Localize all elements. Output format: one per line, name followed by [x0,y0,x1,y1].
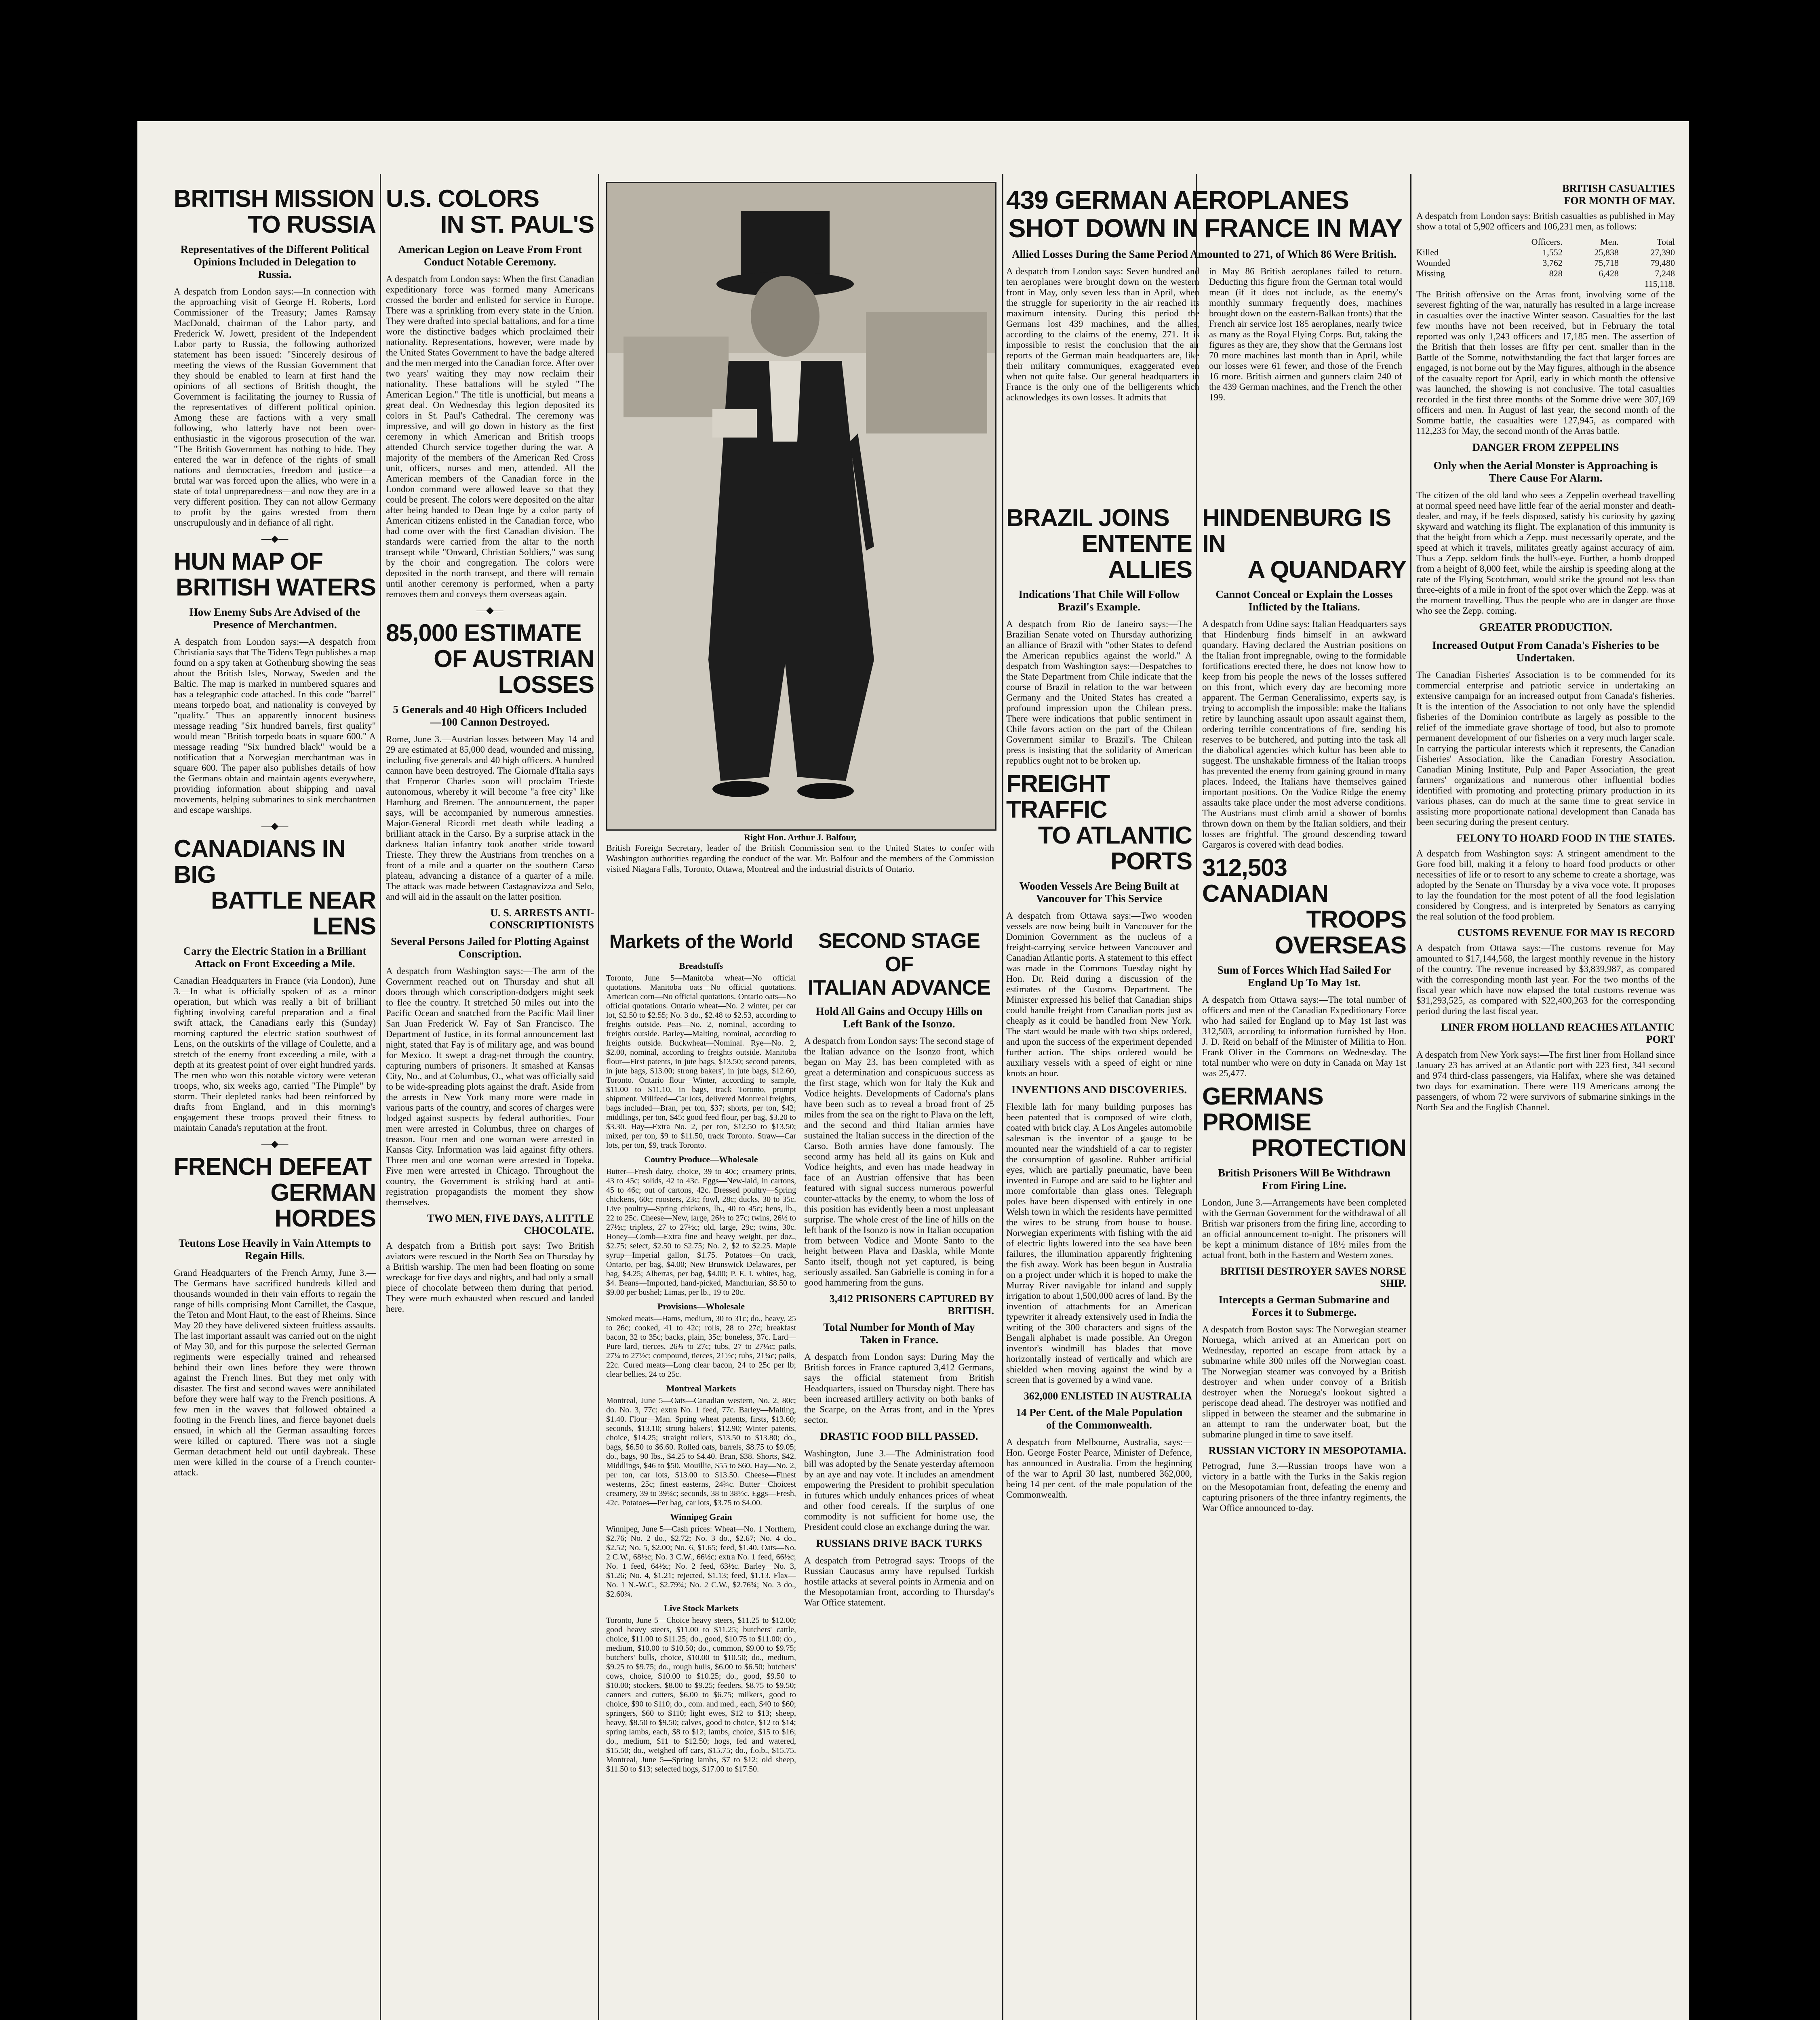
article-body: A despatch from Melbourne, Australia, says:—Hon. George Foster Pearce, Minister of Defence, has announced in Australia. From the beginning of the war to April 30 last, numbered 362,000, being 14 per cent. of the male population of the Commonwealth. [1006,1437,1192,1500]
headline: GERMANS PROMISE PROTECTION [1202,1083,1406,1162]
deck: Several Persons Jailed for Plotting Against Conscription. [391,935,589,960]
headline: FREIGHT TRAFFIC TO ATLANTIC PORTS [1006,770,1192,875]
market-section-body: Winnipeg, June 5—Cash prices: Wheat—No. 1 Northern, $2.76; No. 2 do., $2.72; No. 3 do., $2.67; No. 4 do., $2.52; No. 5, $2.00; No. 6, $1.65; feed, $1.40. Oats—No. 2 C.W., 68½c; No. 3 C.W., 66½c; extra No. 1 feed, 66½c; No. 1 feed, 64½c; No. 2 feed, 63½c. Barley—No. 3, $1.26; No. 4, $1.21; rejected, $1.13; feed, $1.13. Flax—No. 1 N.-W.C., $2.79¾; No. 2 C.W., $2.76¾; No. 3 do., $2.60¾. [606,1525,796,1599]
article-felony-hoard [1416,832,1675,922]
headline: FRENCH DEFEAT GERMAN HORDES [174,1153,376,1232]
deck: Intercepts a German Submarine and Forces it to Submerge. [1218,1294,1390,1318]
headline: CANADIANS IN BIG BATTLE NEAR LENS [174,835,376,940]
article-zeppelins [1416,441,1675,616]
article-body: A despatch from a British port says: Two British aviators were rescued in the North Sea on Thursday by a British warship. The men had been floating on some wreckage for five days and nights, and had only a small piece of chocolate between them during that period. They were much exhausted when rescued and landed here. [386,1241,594,1314]
table-total: 115,118. [1644,279,1675,289]
article-body: A despatch from London says: When the first Canadian expeditionary force was formed many Americans crossed the border and enlisted for service in Europe. There was a sprinkling from every state in the Union. They were drafted into special battalions, and for a time wore the distinctive badges which proclaimed their nationality. Representations, however, were made by the United States Government to have the badge altered and the men merged into the Canadian force. After over two years' waiting they may now reclaim their nationality. These battalions will be styled "The American Legion." The title is unofficial, but means a great deal. On Wednesday this legion deposited its colors in St. Paul's Cathedral. The ceremony was impressive, and will go down in history as the first ceremony in which American and British troops attended Church service together during the war. A majority of the members of the American Red Cross unit, officers, nurses and men, attended. All the American members of the Canadian force in the London command were allowed leave so that they could be present. The colors were deposited on the altar after being handed to Dean Inge by a color party of American citizens enlisted in the Canadian force, who had come over with the first Canadian division. The standards were carried from the altar to the north transept while "Onward, Christian Soldiers," was sung by the choir and congregation. The colors were deposited in the north transept, and there will remain until another ceremony is performed, when a party removes them and conveys them overseas again. [386,274,594,599]
column-1 [174,182,376,2012]
deck: 14 Per Cent. of the Male Population of the Commonwealth. [1015,1406,1183,1431]
article-body: Petrograd, June 3.—Russian troops have won a victory in a battle with the Turks in the Sakis region on the Mesopotamian front, defeating the enemy and capturing prisoners of the three infantry regiments, the War Office announced to-day. [1202,1461,1406,1513]
article-italian-advance [804,929,994,1288]
article-brazil [1006,505,1192,766]
deck: Representatives of the Different Political Opinions Included in Delegation to Russia. [180,243,369,280]
article-greater-production [1416,621,1675,827]
casualty-table [1416,237,1675,289]
article-body: A despatch from London says: The second stage of the Italian advance on the Isonzo front, which began on May 23, has been completed with as great a determination and conspicuous success as the first stage, which won for Italy the Kuk and Vodice heights. Developments of Cadorna's plans have been such as to reveal a broad front of 25 miles from the sea on the right to Plava on the left, and the second and third Italian armies have sustained the Italian success in the direction of the Carso. Both armies have done famously. The second army has held all its gains on Kuk and Vodice heights, and even has made headway in face of an Austrian offensive that has been featured with signal success numerous powerful counter-attacks by the enemy, to whom the loss of this position has evidently been a most unpleasant surprise. The whole crest of the line of hills on the left bank of the Isonzo is now in Italian occupation from between Vodice and Monte Santo to the height between Plava and Daskla, while Monte Santo itself, though not yet captured, is being seriously assailed. San Gabrielle is coming in for a good hammering from the guns. [804,1036,994,1288]
article-us-colors [386,186,594,600]
table-row: Missing 828 6,428 7,248 [1416,268,1675,278]
headline: DRASTIC FOOD BILL PASSED. [820,1430,978,1442]
deck: Only when the Aerial Monster is Approaching is There Cause For Alarm. [1433,459,1658,484]
deck: Sum of Forces Which Had Sailed For England Up To May 1st. [1217,964,1391,989]
divider: —◆— [476,605,503,616]
article-body: A despatch from Petrograd says: Troops of the Russian Caucasus army have repulsed Turkish hostile attacks at several points in Armenia and on the Mesopotamian front, according to Thursday's War Office statement. [804,1555,994,1608]
market-section-body: Montreal, June 5—Oats—Canadian western, No. 2, 80c; do. No. 3, 77c; extra No. 1 feed, 77c. Barley—Malting, $1.40. Flour—Man. Spring wheat patents, firsts, $13.60; seconds, $13.10; strong bakers', $12.90; Winter patents, choice, $14.25; straight rollers, $13.50 to $13.80; do., bags, $6.50 to $6.60. Rolled oats, barrels, $8.75 to $9.05; do., bags, 90 lbs., $4.25 to $4.40. Bran, $38. Shorts, $42. Middlings, $46 to $50. Mouillie, $55 to $60. Hay—No. 2, per ton, car lots, $13.00 to $13.50. Cheese—Finest westerns, 25c; finest easterns, 24¾c. Butter—Choicest creamery, 39 to 39¼c; seconds, 38 to 38½c. Eggs—Fresh, 42c. Potatoes—Per bag, car lots, $3.75 to $4.00. [606,1396,796,1507]
headline: U.S. COLORS IN ST. PAUL'S [386,185,594,238]
article-body: in May 86 British aeroplanes failed to return. Deducting this figure from the German total would mean (if it does not include, as the enemy's monthly summary frequently does, machines brought down on the eastern-Balkan fronts) that the French air service lost 185 aeroplanes, nearly twice as many as the Royal Flying Corps. But, taking the figures as they are, they show that the Germans lost 70 more machines last month than in April, while our losses were 61 fewer, and those of the French 16 more. British airmen and gunners claim 240 of the 439 German machines, and the French the other 199. [1209,266,1402,402]
article-prisoners [804,1293,994,1425]
article-body: Grand Headquarters of the French Army, June 3.—The Germans have sacrificed hundreds killed and thousands wounded in their vain efforts to regain the range of hills comprising Mont Carnillet, the Casque, the Teton and Mont Haut, to the east of Rheims. Since May 20 they have delivered sixteen fruitless assaults. The last important assault was carried out on the night of May 30, and for this purpose the selected German regiments were especially trained and rehearsed behind their own lines before they were thrown against the French lines. But they met only with disaster. The first and second waves were annihilated before they were half way to the French positions. A few men in the waves that followed obtained a footing in the French lines, and fierce bayonet duels ensued, in which all the German assaulting forces were killed or captured. There was not a single German detachment held out until daybreak. These men were killed in the course of a French counter-attack. [174,1268,376,1477]
market-section-body: Smoked meats—Hams, medium, 30 to 31c; do., heavy, 25 to 26c; cooked, 41 to 42c; rolls, 28 to 27c; breakfast bacon, 32 to 35c; backs, plain, 35c; boneless, 37c. Lard—Pure lard, tierces, 26¾ to 27c; tubs, 27 to 27¼c; pails, 27¼ to 27½c; compound, tierces, 21½c; tubs, 21¾c; pails, 22c. Cured meats—Long clear bacon, 24 to 25c per lb; clear bellies, 24 to 25c. [606,1314,796,1379]
deck: Total Number for Month of May Taken in France. [823,1321,975,1346]
article-body: London, June 3.—Arrangements have been completed with the German Government for the withdrawal of all British war prisoners from the firing line, according to an official announcement to-night. The prisoners will be kept a minimum distance of 18½ miles from the actual front, both in the Eastern and Western zones. [1202,1197,1406,1260]
article-canadians-lens [174,836,376,1133]
headline: INVENTIONS AND DISCOVERIES. [1011,1084,1187,1096]
divider: —◆— [261,534,289,544]
column-3-markets [606,925,796,2012]
table-header: Officers. Men. Total [1531,237,1675,247]
article-body: The British offensive on the Arras front, involving some of the severest fighting of the war, naturally has resulted in a large increase in casualties over the inactive Winter season. Casualties for the last few months have not been received, but in February the total reported was only 1,243 officers and 17,185 men. The assertion of the British that their losses are fifty per cent. smaller than in the Battle of the Somme, notwithstanding the fact that larger forces are engaged, is not borne out by the May figures, although in the absence of the casualty report for April, early in which month the offensive was launched, the showing is not conclusive. The total casualties recorded in the first three months of the Somme drive were 307,169 officers and men. In August of last year, the second month of the Somme battle, the casualties were 127,945, as compared with 112,233 for May, the second month of the Arras battle. [1416,289,1675,436]
article-body: The Canadian Fisheries' Association is to be commended for its commercial enterprise and patriotic service in undertaking an extensive campaign for an increased output from Canada's fisheries. It is the intention of the Association to not only have the splendid fisheries of the Dominion contribute as largely as possible to the relief of the immediate grave shortage of food, but also to promote permanent development of our fisheries on a very much larger scale. In carrying the particular interests which it represents, the Canadian Fisheries' Association, like the Canadian Forestry Association, Canadian Mining Institute, Pulp and Paper Association, the great farmers' organizations and numerous other influential bodies identified with promoting and protecting primary production in its various phases, can do much at the same time to great service in assisting more proportionate national development than Canada has been securing during the present century. [1416,670,1675,827]
market-section-title: Breadstuffs [679,961,723,971]
article-freight [1006,771,1192,1079]
article-intro: A despatch from London says: British casualties as published in May show a total of 5,902 officers and 106,231 men, as follows: [1416,211,1675,231]
market-section-title: Live Stock Markets [664,1603,739,1613]
column-5 [1202,501,1406,2012]
newspaper-page [137,121,1689,2020]
article-body: A despatch from New York says:—The first liner from Holland since January 23 has arrived at an Atlantic port with 223 first, 341 second and 974 third-class passengers, via Halifax, where she was detained two days for examination. There were 119 Americans among the passengers, of whom 72 were survivors of submarine sinkings in the North Sea and the English Channel. [1416,1050,1675,1112]
headline: 3,412 PRISONERS CAPTURED BY BRITISH. [829,1293,994,1317]
headline: SECOND STAGE OF ITALIAN ADVANCE [807,929,990,999]
article-french-defeat [174,1154,376,1478]
caption-title: Right Hon. Arthur J. Balfour, [744,832,857,842]
column-rule [1410,174,1411,2020]
headline: HINDENBURG IS IN A QUANDARY [1202,504,1406,583]
article-british-mission [174,186,376,528]
article-body: Rome, June 3.—Austrian losses between May 14 and 29 are estimated at 85,000 dead, wounded and missing, including five generals and 40 high officers. A hundred cannon have been destroyed. The Giornale d'Italia says that Emperor Charles soon will proclaim Trieste autonomous, whereby it will become "a free city" like Hamburg and Bremen. The announcement, the paper says, will be accompanied by numerous amnesties. Major-General Ricordi met death while leading a brilliant attack in the Carso. By a surprise attack in the darkness Italian infantry took another stride toward Trieste. They threw the Austrians from trenches on a front of a mile and a quarter on the southern Carso plateau, advancing a distance of a quarter of a mile. The attack was made between Castagnavizza and Selo, and will aid in the assault on the latter position. [386,734,594,902]
market-section-body: Toronto, June 5—Choice heavy steers, $11.25 to $12.00; good heavy steers, $11.00 to $11.25; butchers' cattle, choice, $11.00 to $11.25; do., good, $10.75 to $11.00; do., medium, $10.00 to $10.50; do., common, $9.00 to $9.75; butchers' bulls, choice, $10.00 to $10.50; do., medium, $9.25 to $9.75; do., rough bulls, $6.00 to $6.50; butchers' cows, choice, $10.00 to $10.25; do., good, $9.50 to $10.00; stockers, $8.00 to $9.25; feeders, $8.75 to $9.50; canners and cutters, $6.00 to $6.75; milkers, good to choice, $90 to $110; do., com. and med., each, $40 to $60; springers, $60 to $110; light ewes, $12 to $13; sheep, heavy, $8.50 to $9.50; calves, good to choice, $12 to $14; spring lambs, each, $8 to $12; lambs, choice, $15 to $16; do., medium, $11 to $12.50; hogs, fed and watered, $15.50; do., weighed off cars, $15.75; do., f.o.b., $15.75. Montreal, June 5—Spring lambs, $7 to $12; old sheep, $11.50 to $13; selected hogs, $17.00 to $17.50. [606,1616,796,1774]
market-section-title: Provisions—Wholesale [657,1301,745,1311]
article-liner [1416,1021,1675,1113]
headline: LINER FROM HOLLAND REACHES ATLANTIC PORT [1441,1021,1675,1045]
article-us-arrests [386,907,594,1208]
deck: Cannot Conceal or Explain the Losses Inflicted by the Italians. [1215,588,1393,613]
photo-caption [606,832,994,874]
column-rule [598,174,599,2020]
article-hindenburg [1202,505,1406,850]
headline: HUN MAP OF BRITISH WATERS [174,548,376,601]
article-body: Flexible lath for many building purposes has been patented that is composed of wire cloth, coated with brick clay. A Los Angeles automobile salesman is the inventor of a gauge to be mounted near the windshield of a car to register the consumption of gasoline. Rubber artificial eyes, which are partially pneumatic, have been invented in Europe and are said to be lighter and more comfortable than glass ones. Telegraph poles have been dispensed with entirely in one Welsh town in which the residents have permitted the wires to be strung from house to house. Norwegian experiments with fishing with the aid of electric lights lowered into the sea have been failures, the illumination apparently frightening the fish away. Work has been begun in Australia on a project under which it is hoped to make the Murray River navigable for inland and supply irrigation to about 1,500,000 acres of land. By the invention of attachments for an American typewriter it already extensively used in India the writing of the 300 characters and signs of the Bengali alphabet is made possible. An Oregon inventor's windmill has blades that move horizontally instead of vertically and which are shielded when moving against the wind by a screen that is governed by a wind vane. [1006,1102,1192,1385]
article-body: A despatch from Udine says: Italian Headquarters says that Hindenburg finds himself in an awkward quandary. Having declared the Austrian positions on the Italian front impregnable, owing to the formidable fortifications erected there, he does not know how to keep from his people the news of the losses suffered on this front, which every day are becoming more apparent. The German Generalissimo, experts say, is trying to accomplish the impossible: make the Italians retire by launching assault upon assault against them, ordering terrible concentrations of fire, sending his reserves to be butchered, and putting into the task all the diabolical agencies which kultur has been able to suggest. The unshakable firmness of the Italian troops has prevented the enemy from gaining ground in many places. Indeed, the Italians have themselves gained important positions. On the Vodice Ridge the enemy assaults take place under the most adverse conditions. The Austrians must climb amid a shower of bombs thrown down on them by the Italian soldiers, and their losses are frightful. The ground descending toward Gargaros is covered with dead bodies. [1202,619,1406,850]
market-section [606,961,796,1150]
column-rule [1002,174,1003,2020]
article-canadian-troops [1202,855,1406,1079]
article-austrian-losses [386,620,594,902]
headline: BRITISH MISSION TO RUSSIA [174,185,376,238]
article-body: A despatch from London says:—In connection with the approaching visit of George H. Roberts, Lord Commissioner of the Treasury; James Ramsay MacDonald, chairman of the Labor party, and Frederick W. Jowett, president of the Independent Labor party to Russia, the following authorized statement has been issued: "Sincerely desirous of meeting the views of the Russian Government that they should be enabled to learn at first hand the opinions of all sections of British thought, the Government is facilitating the journey to Russia of the representatives of different political opinion. Among these are factions with a very small following, who latterly have not been over-enthusiastic in the vigorous prosecution of the war. "The British Government has nothing to hide. They entered the war in defence of the rights of small nations and democracies, freedom and justice—a brutal war was forced upon the allies, who were in a state of total unpreparedness—and now they are in a very different position. They can not allow Germany to profit by the gains wrested from them unscrupulously and in defiance of all right. [174,286,376,528]
article-germans-promise [1202,1084,1406,1260]
article-body: A despatch from Rio de Janeiro says:—The Brazilian Senate voted on Thursday authorizing an alliance of Brazil with "other States to defend the American republics against the world." A despatch from Washington says:—Despatches to the State Department from Chile indicate that the course of Brazil in relation to the war between Germany and the United States has created a profound impression upon the Chilean press. There were indications that public sentiment in Chile favors action on the part of the Chilean Government similar to Brazil's. The Chilean press is insisting that the solidarity of American republics ought not to be broken up. [1006,619,1192,766]
article-mesopotamia [1202,1445,1406,1513]
article-hun-map [174,549,376,815]
caption-text: British Foreign Secretary, leader of the British Commission sent to the United States to confer with Washington authorities regarding the conduct of the war. Mr. Balfour and the members of the Commission visited Niagara Falls, Toronto, Ottawa, Montreal and the industrial districts of Ontario. [606,843,994,874]
headline: RUSSIAN VICTORY IN MESOPOTAMIA. [1208,1445,1406,1456]
headline: BRITISH DESTROYER SAVES NORSE SHIP. [1220,1265,1406,1289]
market-section [606,1301,796,1379]
headline: U. S. ARRESTS ANTI-CONSCRIPTIONISTS [489,907,594,931]
market-section-body: Butter—Fresh dairy, choice, 39 to 40c; creamery prints, 43 to 45c; solids, 42 to 43c. Eggs—New-laid, in cartons, 45 to 46c; out of cartons, 42c. Dressed poultry—Spring chickens, 60c; roosters, 23c; fowl, 28c; ducks, 30 to 35c. Live poultry—Spring chickens, lb., 40 to 45c; hens, lb., 22 to 25c. Cheese—New, large, 26½ to 27c; twins, 26½ to 27½c; triplets, 27 to 27½c; old, large, 29c; twins, 30c. Honey—Comb—Extra fine and heavy weight, per doz., $2.75; select, $2.50 to $2.75; No. 2, $2 to $2.25. Maple syrup—Imperial gallon, $1.75. Potatoes—On track, Ontario, per bag, $4.00; New Brunswick Delawares, per bag, $4.25; Albertas, per bag, $4.00; P. E. I. whites, bag, $4. Beans—Imported, hand-picked, Manchurian, $8.50 to $9.00 per bushel; Limas, per lb., 19 to 20c. [606,1167,796,1297]
deck: American Legion on Leave From Front Conduct Notable Ceremony. [398,243,582,268]
headline: 85,000 ESTIMATE OF AUSTRIAN LOSSES [386,619,594,698]
deck: Increased Output From Canada's Fisheries to be Undertaken. [1432,639,1659,664]
article-british-casualties [1416,183,1675,436]
deck: Wooden Vessels Are Being Built at Vancouver for This Service [1019,880,1179,905]
article-body: A despatch from London says:—A despatch from Christiania says that The Tidens Tegn publishes a map found on a spy taken at Gothenburg showing the seas about the British Isles, Norway, Sweden and the Baltic. The map is marked in numbered squares and has a telegraphic code attached. In this code "barrel" means torpedo boat, and nationality is conveyed by "quality." Thus an apparently innocent business message reading "Six hundred barrels, first quality" would mean "British torpedo boats in square 600." A message reading "Six hundred black" would be a notification that a Norwegian merchantman was in square 600. The paper also publishes details of how the Germans obtain and maintain agents everywhere, providing information about shipping and naval movements, helping submarines to sink merchantmen and escape warships. [174,637,376,815]
market-section-body: Toronto, June 5—Manitoba wheat—No official quotations. Manitoba oats—No official quotations. American corn—No official quotations. Ontario oats—No official quotations. Ontario wheat—No. 2 winter, per car lot, $2.50 to $2.55; No. 3 do., $2.48 to $2.53, according to freights outside. Peas—No. 2, nominal, according to freights outside. Barley—Malting, nominal, according to freights outside. Buckwheat—Nominal. Rye—No. 2, $2.00, nominal, according to freights outside. Manitoba flour—First patents, in jute bags, $13.50; second patents, in jute bags, $13.00; strong bakers', in jute bags, $12.60, Toronto. Ontario flour—Winter, according to sample, $11.00 to $11.10, in bags, track Toronto, prompt shipment. Millfeed—Car lots, delivered Montreal freights, bags included—Bran, per ton, $37; shorts, per ton, $42; middlings, per ton, $45; good feed flour, per bag, $3.20 to $3.30. Hay—Extra No. 2, per ton, $12.50 to $13.50; mixed, per ton, $9 to $11.50, track Toronto. Straw—Car lots, per ton, $9, track Toronto. [606,974,796,1150]
article-body: A despatch from Boston says: The Norwegian steamer Noruega, which arrived at an American port on Wednesday, reported an escape from attack by a submarine while 300 miles off the Norwegian coast. The Norwegian steamer was convoyed by a British destroyer and when under convoy of a British destroyer when the Noruega's lookout sighted a periscope dead ahead. The destroyer was notified and slipped in between the steamer and the submarine in an attempt to ram the underwater boat, but the submarine plunged in time to save itself. [1202,1324,1406,1439]
article-body: Canadian Headquarters in France (via London), June 3.—In what is officially spoken of as a minor operation, but which was really a bit of brilliant fighting involving careful preparation and a final swift attack, the Canadians early this (Sunday) morning captured the electric station southwest of Lens, on the outskirts of the village of Coulette, and a stretch of the enemy front exceeding a mile, with a depth at its greatest point of over eight hundred yards. The men who won this notable victory were veteran troops, who, six weeks ago, carried "The Pimple" by storm. Their depleted ranks had been reinforced by drafts from England, and in this morning's engagement these troops proved their fitness to maintain Canada's reputation at the front. [174,976,376,1133]
headline: 362,000 ENLISTED IN AUSTRALIA [1024,1390,1192,1402]
article-body: A despatch from London says: Seven hundred and ten aeroplanes were brought down on the western front in May, only seven less than in April, when the struggle for superiority in the air reached its maximum intensity. During this period the Germans lost 439 machines, and the allies, according to the claims of the enemy, 271. It is impossible to resist the conclusion that the air reports of the German main headquarters are, like their military communiques, exaggerated even when not quite false. Our general headquarters in France is the only one of the belligerents which acknowledges its own losses. It admits that [1006,266,1199,402]
column-3b [804,925,994,2012]
article-body: Washington, June 3.—The Administration food bill was adopted by the Senate yesterday afternoon by an aye and nay vote. It includes an amendment empowering the President to prohibit speculation in futures which unduly enhances prices of wheat and other food cereals. If the surplus of one commodity is not sufficient for home use, the President could close an exchange during the war. [804,1448,994,1532]
headline: Markets of the World [609,931,793,953]
column-rule [380,174,381,2020]
market-section-title: Montreal Markets [666,1383,736,1393]
market-section [606,1383,796,1508]
deck: How Enemy Subs Are Advised of the Presence of Merchantmen. [189,606,360,631]
headline: BRITISH CASUALTIES FOR MONTH OF MAY. [1562,183,1675,206]
article-body: The citizen of the old land who sees a Zeppelin overhead travelling at normal speed need have little fear of the aerial monster and death-dealer, and may, if he feels disposed, satisfy his curiosity by gazing skyward and watching its flight. The explanation of this immunity is that the height from which a Zepp. must necessarily operate, and the speed at which it travels, militates greatly against accuracy of aim. Thus a Zepp. seldom finds the bull's-eye. Further, a bomb dropped from a height of 8,000 feet, while the airship is speeding along at the rate of the Flying Scotchman, would strike the ground not less than three-eights of a mile in front of the spot over which the Zepp. was at the moment travelling. Thus the people who are in danger are those who see the Zepp. coming. [1416,490,1675,616]
headline: 312,503 CANADIAN TROOPS OVERSEAS [1202,854,1406,959]
market-section [606,1512,796,1599]
deck: Hold All Gains and Occupy Hills on Left Bank of the Isonzo. [815,1005,983,1030]
divider: —◆— [261,821,289,831]
table-row: Wounded 3,762 75,718 79,480 [1416,258,1675,268]
market-section-title: Country Produce—Wholesale [644,1154,758,1164]
deck: Allied Losses During the Same Period Amounted to 271, of Which 86 Were British. [1012,248,1397,260]
article-destroyer [1202,1265,1406,1440]
article-two-men [386,1212,594,1314]
deck: 5 Generals and 40 High Officers Included—100 Cannon Destroyed. [393,703,587,728]
deck: Carry the Electric Station in a Brilliant Attack on Front Exceeding a Mile. [183,945,367,970]
article-enlisted [1006,1390,1192,1500]
headline: DANGER FROM ZEPPELINS [1472,441,1619,453]
article-customs [1416,927,1675,1016]
headline: 439 GERMAN AEROPLANES SHOT DOWN IN FRANCE IN MAY [1006,185,1402,243]
article-body: A despatch from Ottawa says:—Two wooden vessels are now being built in Vancouver for the Dominion Government as the nucleus of a freight-carrying service between Vancouver and Canadian Atlantic ports. A statement to this effect was made in the Commons Tuesday night by Hon. Dr. Reid during a discussion of the estimates of the Customs Department. The Minister expressed his belief that Canadian ships could handle freight from Canadian ports just as cheaply as it could be handled from New York. The start would be made with two ships ordered, and upon the success of the experiment depended further action. The ships ordered would be auxiliary vessels with a speed of eight or nine knots an hour. [1006,911,1192,1078]
balfour-portrait-image [607,183,995,829]
article-aeroplanes [1006,182,1402,489]
column-2 [386,182,594,2012]
article-russians-turks [804,1537,994,1608]
market-section-title: Winnipeg Grain [670,1512,732,1522]
headline: TWO MEN, FIVE DAYS, A LITTLE CHOCOLATE. [427,1212,594,1236]
article-body: A despatch from Washington says: A stringent amendment to the Gore food bill, making it a felony to hoard food products or other necessities of life or to resort to any scheme to create a shortage, was adopted by the Senate on Thursday by a viva voce vote. It proposes to lay the foundation for the most potent of all the food legislation considered by Congress, and is interpreted by Senators as carrying the real solution of the food problem. [1416,848,1675,922]
headline: BRAZIL JOINS ENTENTE ALLIES [1006,504,1192,583]
headline: GREATER PRODUCTION. [1479,621,1612,633]
article-body: A despatch from Washington says:—The arm of the Government reached out on Thursday and shut all doors through which conscription-dodgers might seek to flee the country. It stretched 50 miles out into the Pacific Ocean and snatched from the Pacific Mail liner San Juan Frederick W. Fay of San Francisco. The Department of Justice, in its formal announcement last night, stated that Fay is of military age, and was bound for Mexico. It swept a drag-net through the country, capturing numbers of prisoners. It smashed at Kansas City, No., and at Columbus, O., what was officially said to be wide-spreading plots against the draft. Aside from the arrests in New York many more were made in various parts of the country, and scores of charges were lodged against suspects by federal authorities. Four men were arrested in Columbus, three on charges of treason. Four men and one woman were arrested in Kansas City. Information was laid against fifty others. Three men and one woman were arrested in Topeka. Five men were arrested in Chicago. Throughout the country, the Government is striking hard at anti-registration propagandists the moment they show themselves. [386,966,594,1207]
deck: Teutons Lose Heavily in Vain Attempts to Regain Hills. [178,1237,371,1262]
deck: British Prisoners Will Be Withdrawn From Firing Line. [1218,1167,1391,1191]
deck: Indications That Chile Will Follow Brazil's Example. [1018,588,1180,613]
article-body: A despatch from Ottawa says:—The customs revenue for May amounted to $17,144,568, the largest monthly revenue in the history of the country. The revenue increased by $3,839,987, as compared with the corresponding month last year. For the two months of the fiscal year which have now elapsed the total customs revenue was $31,293,525, as compared with $22,400,263 for the corresponding period during the last fiscal year. [1416,943,1675,1016]
article-food-bill [804,1430,994,1532]
column-6 [1416,182,1675,2012]
portrait-photo [606,182,996,831]
headline: FELONY TO HOARD FOOD IN THE STATES. [1456,832,1675,844]
article-body: A despatch from Ottawa says:—The total number of officers and men of the Canadian Expeditionary Force who had sailed for England up to May 1st last was 312,503, according to information furnished by Hon. J. D. Reid on behalf of the Minister of Militia to Hon. Frank Oliver in the Commons on Wednesday. The total number who were on duty in Canada on May 1st was 25,477. [1202,995,1406,1078]
column-4 [1006,501,1192,2012]
headline: RUSSIANS DRIVE BACK TURKS [816,1537,982,1549]
market-section [606,1603,796,1774]
headline: CUSTOMS REVENUE FOR MAY IS RECORD [1457,927,1675,938]
divider: —◆— [261,1139,289,1149]
market-section [606,1154,796,1297]
article-inventions [1006,1084,1192,1385]
article-body: A despatch from London says: During May the British forces in France captured 3,412 Germans, says the official statement from British Headquarters, issued on Thursday night. There has been increased artillery activity on both banks of the Scarpe, on the Arras front, and in the Ypres sector. [804,1352,994,1425]
table-row: Killed 1,552 25,838 27,390 [1416,247,1675,257]
